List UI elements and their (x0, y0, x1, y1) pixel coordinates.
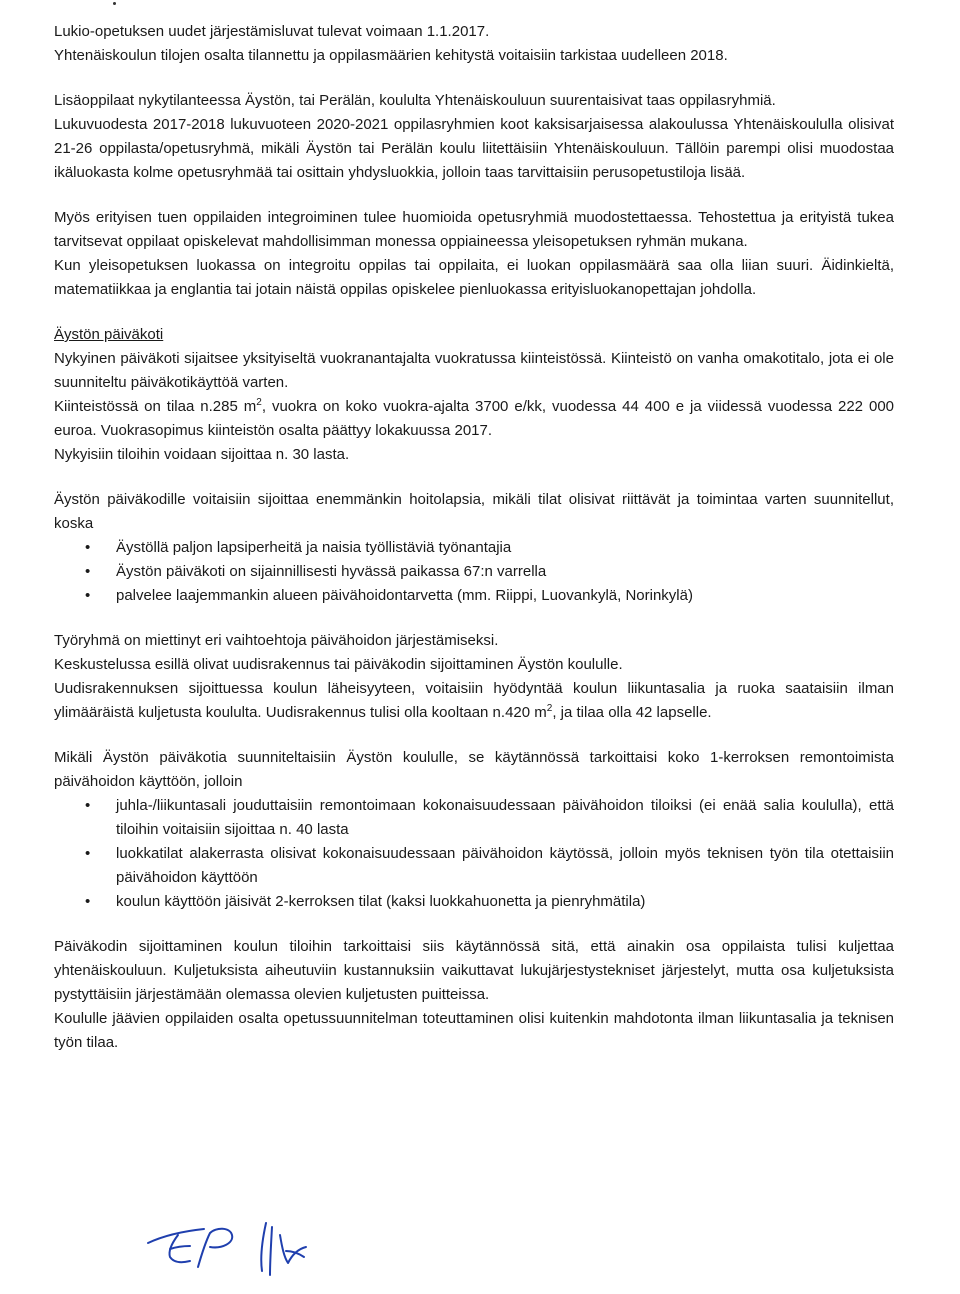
paragraph-lisaoppilaat: Lisäoppilaat nykytilanteessa Äystön, tai Perälän, koululta Yhtenäiskouluun suurentaisivat taas oppilasryhmiä. (54, 92, 776, 109)
list-item: • Äystön päiväkoti on sijainnillisesti hyvässä paikassa 67:n varrella (54, 560, 894, 584)
spacer (54, 725, 894, 746)
paragraph-keskustelu: Keskustelussa esillä olivat uudisrakennus tai päiväkodin sijoittaminen Äystön koululle. (54, 656, 623, 673)
paragraph-opetussuunnitelma: Koululle jäävien oppilaiden osalta opetussuunnitelman toteuttaminen olisi kuitenkin mahdotonta ilman liikuntasalia ja teknisen työn tilaa. (54, 1010, 894, 1051)
intro-line-1: Lukio-opetuksen uudet järjestämisluvat tulevat voimaan 1.1.2017. (54, 23, 490, 40)
new-building-text: Uudisrakennuksen sijoittuessa koulun läheisyyteen, voitaisiin hyödyntää koulun liikuntasalia ja ruoka saataisiin ilman ylimääräistä kuljetusta koululta. Uudisrakennus tulisi olla kooltaan n.420 m (54, 680, 894, 721)
rent-text: , vuokra on koko vuokra-ajalta 3700 e/kk, vuodessa 44 400 e ja viidessä vuodessa 222 000 euroa. Vuokrasopimus kiinteistön osalta päättyy lokakuussa 2017. (54, 398, 894, 439)
scan-speck (113, 2, 116, 5)
superscript: 2 (546, 703, 553, 714)
section-heading-paivakoti: Äystön päiväkoti (54, 326, 164, 343)
paragraph-kiinteisto-vuokra (54, 395, 894, 443)
intro-line-2: Yhtenäiskoulun tilojen osalta tilannettu ja oppilasmäärien kehitystä voitaisiin tarkistaa uudelleen 2018. (54, 47, 728, 64)
paragraph-koululle: Mikäli Äystön päiväkotia suunniteltaisiin Äystön koululle, se käytännössä tarkoittaisi koko 1-kerroksen remontoimista päivähoidon käyttöön, jolloin (54, 749, 894, 790)
paragraph-lapsimaara: Nykyisiin tiloihin voidaan sijoittaa n. 30 lasta. (54, 446, 350, 463)
list-item: • Äystöllä paljon lapsiperheitä ja naisia työllistäviä työnantajia (54, 536, 894, 560)
paragraph-erityinen-tuki: Myös erityisen tuen oppilaiden integroiminen tulee huomioida opetusryhmiä muodostettaessa. Tehostettua ja erityistä tukea tarvitsevat oppilaat opiskelevat mahdollisimman monessa oppiaineessa yleisopetuksen ryhmän mukana. (54, 209, 894, 250)
list-item: • koulun käyttöön jäisivät 2-kerroksen tilat (kaksi luokkahuonetta ja pienryhmätila) (54, 890, 894, 914)
paragraph-nykyinen-paivakoti: Nykyinen päiväkoti sijaitsee yksityiseltä vuokranantajalta vuokratussa kiinteistössä. Kiinteistö on vanha omakotitalo, jota ei ole suunniteltu päiväkotikäyttöä varten. (54, 350, 894, 391)
handwritten-signature (140, 1205, 330, 1285)
consequences-list (54, 794, 894, 914)
spacer (54, 68, 894, 89)
list-item: • juhla-/liikuntasali jouduttaisiin remontoimaan kokonaisuudessaan päivähoidon tiloiksi (ei enää salia koululla), että tiloihin voitaisiin sijoittaa n. 40 lasta (54, 794, 894, 842)
spacer (54, 608, 894, 629)
paragraph-ryhmakoot: Lukuvuodesta 2017-2018 lukuvuoteen 2020-2021 oppilasryhmien koot kaksisarjaisessa alakoulussa Yhtenäiskoululla olisivat 21-26 oppilasta/opetusryhmä, mikäli Äystön tai Perälän koulu liitettäisiin Yhtenäiskouluun. Tällöin parempi olisi muodostaa ikäluokasta kolme opetusryhmää tai osittain yhdysluokkia, jolloin taas tarvittaisiin perusopetustiloja lisää. (54, 116, 894, 181)
area-text: Kiinteistössä on tilaa n.285 m (54, 398, 257, 415)
document-page (54, 20, 894, 1055)
spacer (54, 914, 894, 935)
list-item: • palvelee laajemmankin alueen päivähoidontarvetta (mm. Riippi, Luovankylä, Norinkylä) (54, 584, 894, 608)
reasons-list (54, 536, 894, 608)
spacer (54, 302, 894, 323)
paragraph-lisaa-hoitolapsia: Äystön päiväkodille voitaisiin sijoittaa enemmänkin hoitolapsia, mikäli tilat olisivat riittävät ja toimintaa varten suunnitellut, koska (54, 491, 894, 532)
paragraph-tyoryhma: Työryhmä on miettinyt eri vaihtoehtoja päivähoidon järjestämiseksi. (54, 632, 499, 649)
paragraph-uudisrakennus (54, 677, 894, 725)
superscript: 2 (256, 397, 262, 408)
capacity-text: , ja tilaa olla 42 lapselle. (552, 704, 712, 721)
paragraph-kuljetukset: Päiväkodin sijoittaminen koulun tiloihin tarkoittaisi siis käytännössä sitä, että ainakin osa oppilaista tulisi kuljettaa yhtenäiskouluun. Kuljetuksista aiheutuviin kustannuksiin vaikuttavat lukujärjestystekniset järjestelyt, mutta osa kuljetuksista pystyttäisiin järjestämään olemassa olevien kuljetusten puitteissa. (54, 938, 894, 1003)
list-item: • luokkatilat alakerrasta olisivat kokonaisuudessaan päivähoidon käytössä, jolloin myös teknisen työn tila otettaisiin päivähoidon käyttöön (54, 842, 894, 890)
spacer (54, 467, 894, 488)
spacer (54, 185, 894, 206)
paragraph-integroitu-oppilas: Kun yleisopetuksen luokassa on integroitu oppilas tai oppilaita, ei luokan oppilasmäärä saa olla liian suuri. Äidinkieltä, matematiikkaa ja englantia tai jotain näistä oppilas opiskelee pienluokassa erityisluokanopettajan johdolla. (54, 257, 894, 298)
